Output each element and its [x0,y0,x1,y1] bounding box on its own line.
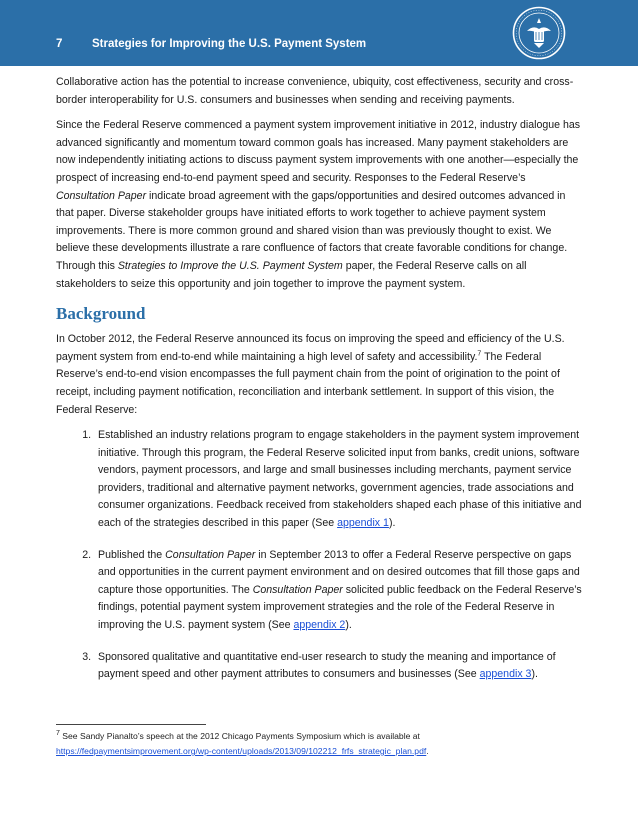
footnote-number: 7 [56,730,60,738]
background-paragraph: In October 2012, the Federal Reserve announced its focus on improving the speed and efficiency of the U.S. payment system from end-to-end while maintaining a high level of safety and accessibility.$^7$ The Federal Reserve’s end-to-end vision encompasses the full payment chain from the point of origination to the point of receipt, including payment notification, reconciliation and interbank settlement. In support of this vision, the Federal Reserve: [56,333,565,416]
intro-paragraph-2: Since the Federal Reserve commenced a payment system improvement initiative in 2012, industry dialogue has advanced significantly and momentum toward common goals has increased. Many payment stakeholders are now independently initiating actions to discuss payment system improvements with one another—especially the prospect of increasing end-to-end payment speed and security. Responses to the Federal Reserve’s Consultation Paper indicate broad agreement with the gaps/opportunities and desired outcomes advanced in that paper. Diverse stakeholder groups have initiated efforts to work together to achieve payment system improvements. There is more common ground and shared vision than was previously thought to exist. We believe these developments illustrate a rare confluence of factors that create favorable conditions for change. Through this Strategies to Improve the U.S. Payment System paper, the Federal Reserve calls on all stakeholders to seize this opportunity and join together to improve the payment system. [56,119,581,290]
appendix-3-link[interactable]: appendix 3 [479,668,532,681]
appendix-1-link[interactable]: appendix 1 [337,517,389,530]
actions-list [56,427,584,684]
section-heading-background: Background [56,304,146,324]
footnote-url-link[interactable]: https://fedpaymentsimprovement.org/wp-content/uploads/2013/09/102212_frfs_strategic_plan.pdf [56,746,427,756]
emphasis-consultation-paper: Consultation Paper [56,189,147,202]
header-title: Strategies for Improving the U.S. Payment System [92,38,367,50]
page-body [56,74,584,698]
federal-reserve-seal-icon [512,6,566,60]
appendix-2-link[interactable]: appendix 2 [293,619,346,632]
footnote-reference[interactable]: 7 [477,350,482,358]
emphasis-strategies-title: Strategies to Improve the U.S. Payment System [117,259,343,272]
footnote-divider [56,724,206,725]
page-number: 7 [56,38,63,50]
footnote: $^7$ See Sandy Pianalto’s speech at the 2012 Chicago Payments Symposium which is available at https://fedpaymentsimprovement.org/wp-content/uploads/2013/09/102212_frfs_strategic_plan.pdf. [56,730,429,756]
list-item: 2. Published the Consultation Paper in September 2013 to offer a Federal Reserve perspective on gaps and opportunities in the current payment environment and on desired outcomes that fill those gaps and capture those opportunities. The Consultation Paper solicited public feedback on the Federal Reserve’s findings, potential payment system improvement strategies and the role of the Federal Reserve in improving the U.S. payment system (See appendix 2). [94,547,584,635]
page-header [0,0,638,66]
list-item: 1. Established an industry relations program to engage stakeholders in the payment system improvement initiative. Through this program, the Federal Reserve solicited input from banks, credit unions, software vendors, payment processors, and large and small businesses including merchants, payment service providers, traditional and alternative payment networks, government agencies, trade associations and consumer organizations. Feedback received from stakeholders shaped each phase of this initiative and each of the strategies described in this paper (See appendix 1). [94,427,584,533]
list-item: 3. Sponsored qualitative and quantitative end-user research to study the meaning and importance of payment speed and other payment attributes to consumers and businesses (See appendix 3). [94,649,584,684]
intro-paragraph-1: Collaborative action has the potential to increase convenience, ubiquity, cost effectiveness, security and cross-border interoperability for U.S. consumers and businesses when sending and receiving payments. [56,76,574,106]
